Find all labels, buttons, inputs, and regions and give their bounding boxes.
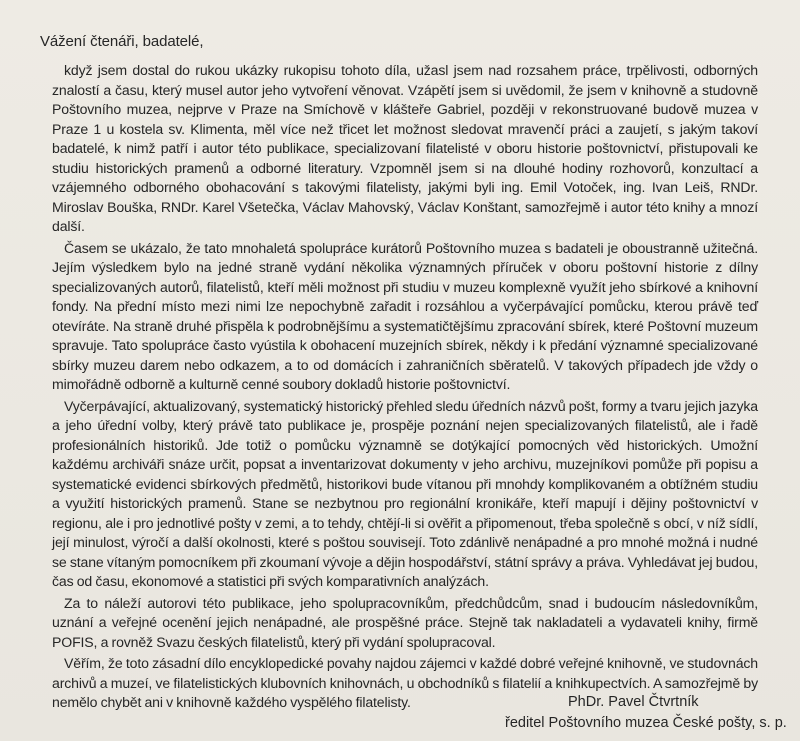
paragraph-2: Časem se ukázalo, že tato mnohaletá spolupráce kurátorů Poštovního muzea s badateli je oboustranně užitečná. Jejím výsledkem bylo na jedné straně vydání několika významných příruček v oboru poštovní historie z dílny specializovaných autorů, filatelistů, kteří měli možnost při studiu v muzeu komplexně využít jeho sbírkové a knihovní fondy. Na přední místo mezi nimi lze nepochybně zařadit i rozsáhlou a vyčerpávající pomůcku, kterou právě teď otevíráte. Na straně druhé přispěla k podrobnějšímu a systematičtějšímu zpracování sbírek, které Poštovní muzeum spravuje. Tato spolupráce často vyústila k obohacení muzejních sbírek, někdy i k předání významné specializované sbírky muzeu darem nebo odkazem, a to od domácích i zahraničních sběratelů. V takových případech jde vždy o mimořádně odborně a kulturně cenné soubory dokladů historie poštovnictví. [52,239,758,392]
signature-name: PhDr. Pavel Čtvrtník [568,694,699,710]
paragraph-5: Věřím, že toto zásadní dílo encyklopedické povahy najdou zájemci v každé dobré veřejné knihovně, ve studovnách archivů a muzeí, ve filatelistických klubovních knihovnách, u obchodníků s filatelií a knihkupectvích. A samozřejmě by nemělo chybět ani v knihovně každého vyspělého filatelisty. [52,655,758,710]
paragraph-1: když jsem dostal do rukou ukázky rukopisu tohoto díla, užasl jsem nad rozsahem práce, trpělivosti, odborných znalostí a času, který musel autor jeho vytvoření věnovat. Vzápětí jsem si uvědomil, že jsem v knihovně a studovně Poštovního muzea, nejprve v Praze na Smíchově v klášteře Gabriel, později v rekonstruované budově muzea v Praze 1 u kostela sv. Klimenta, měl více než třicet let možnost sledovat mravenčí práci a zaujetí, s jakým takoví badatelé, k nimž patří i autor této publikace, specializovaní filatelisté v oboru historie poštovnictví, přistupovali ke studiu historických pramenů a odborné literatury. Vzpomněl jsem si na dlouhé hodiny rozhovorů, konzultací a vzájemného odborného obohacování s takovými filatelisty, jakými byli ing. Emil Votoček, ing. Ivan Leiš, RNDr. Miroslav Bouška, RNDr. Karel Všetečka, Václav Mahovský, Václav Konštant, samozřejmě i autor této knihy a mnozí další. [52,62,758,234]
paragraph-3: Vyčerpávající, aktualizovaný, systematický historický přehled sledu úředních názvů pošt, formy a tvaru jejich jazyka a jeho úřední volby, který právě tato publikace je, prospěje poznání nejen specializovaných filatelistů, ale i řadě profesionálních historiků. Jde totiž o pomůcku významně se dotýkající pomocných věd historických. Umožní každému archiváři snáze určit, popsat a inventarizovat dokumenty v jeho archivu, muzejníkovi pomůže při popisu a systematické evidenci sbírkových předmětů, historikovi bude vítanou při mnohdy komplikovaném a obtížném studiu a využití historických pramenů. Stane se nezbytnou pro regionální kronikáře, kteří mapují i dějiny poštovnictví v regionu, ale i pro jednotlivé pošty v zemi, a to tehdy, chtějí-li si ověřit a připomenout, třeba společně s obcí, v níž sídlí, její minulost, výročí a další okolnosti, které s poštou souvisejí. Toto zdánlivě nenápadné a pro mnohé možná i nudné se stane vítaným pomocníkem při zkoumaní vývoje a dějin hospodářství, státní správy a práva. Vyhledávat jej budou, čas od času, ekonomové a statistici při svých komparativních analýzách. [52,397,758,589]
signature-title: ředitel Poštovního muzea České pošty, s. p. [505,715,787,731]
paragraph-4: Za to náleží autorovi této publikace, jeho spolupracovníkům, předchůdcům, snad i budoucím následovníkům, uznání a veřejné ocenění jejich nenápadné, ale prospěšné práce. Stejně tak nakladateli a vydavateli knihy, firmě POFIS, a rovněž Svazu českých filatelistů, který při vydání spolupracoval. [52,594,758,650]
letter-body [52,61,758,715]
salutation: Vážení čtenáři, badatelé, [40,33,204,50]
